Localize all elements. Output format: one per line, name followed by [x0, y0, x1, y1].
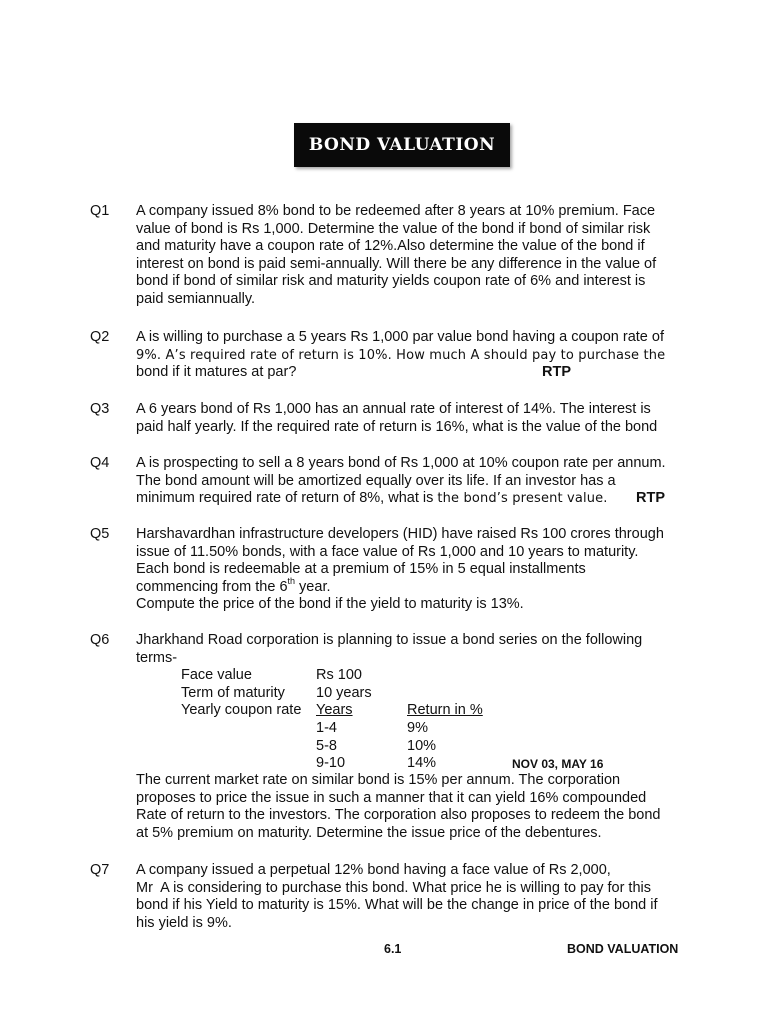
rtp-tag: RTP [542, 364, 571, 381]
term-label: Face value [181, 667, 252, 684]
table-cell-years: 5-8 [316, 737, 337, 754]
table-cell-return: 9% [407, 719, 428, 736]
page-number: 6.1 [384, 942, 402, 956]
exam-tag: NOV 03, MAY 16 [512, 757, 604, 772]
question-number: Q4 [90, 455, 110, 471]
question-number: Q7 [90, 862, 110, 878]
table-cell-return: 10% [407, 737, 437, 754]
term-label: Yearly coupon rate [181, 702, 302, 719]
question-text: A 6 years bond of Rs 1,000 has an annual rate of interest of 14%. The interest is paid half yearly. If the required rate of return is 16%, what is the value of the bond [136, 401, 658, 435]
column-header-years: Years [316, 702, 353, 719]
column-header-return: Return in % [407, 702, 483, 719]
question-number: Q6 [90, 632, 110, 648]
table-cell-years: 1-4 [316, 719, 337, 736]
question-number: Q2 [90, 329, 110, 345]
term-value: 10 years [316, 684, 372, 701]
question-number: Q5 [90, 526, 110, 542]
term-value: Rs 100 [316, 667, 362, 684]
term-label: Term of maturity [181, 684, 285, 701]
question-number: Q3 [90, 401, 110, 417]
table-cell-return: 14% [407, 755, 437, 772]
page-title: BOND VALUATION [294, 123, 510, 167]
question-text: A company issued a perpetual 12% bond having a face value of Rs 2,000, Mr A is considering to purchase this bond. What price he is willing to pay for this bond if his Yield to maturity is 15%. What will be the change in price of the bond if his yield is 9%. [136, 862, 658, 931]
question-text: Harshavardhan infrastructure developers (HID) have raised Rs 100 crores through issue of 11.50% bonds, with a face value of Rs 1,000 and 10 years to maturity. Each bond is redeemable at a premium of 15% in 5 equal installments commencing from the 6th year. Compute the price of the bond if the yield to maturity is 13%. [136, 526, 664, 613]
bond-terms-table [136, 667, 696, 772]
rtp-tag: RTP [636, 490, 665, 507]
question-text: A is willing to purchase a 5 years Rs 1,000 par value bond having a coupon rate of 9%. A’s required rate of return is 10%. How much A should pay to purchase the bond if it matures at par? RTP [136, 329, 666, 381]
footer-title: BOND VALUATION [567, 942, 679, 956]
question-text: A is prospecting to sell a 8 years bond of Rs 1,000 at 10% coupon rate per annum. The bond amount will be amortized equally over its life. If an investor has a minimum required rate of return of 8%, what is the bond’s present value. RTP [136, 455, 666, 507]
question-text: Jharkhand Road corporation is planning to issue a bond series on the following terms- Face value Rs 100 Term of maturity 10 years Yearly coupon rate Years Return in % 1-4 9% 5-8 10% 9-10 14% NOV 03, MAY 16 The current market rate on similar bond is 15% per annum. The corporation proposes to price the issue in such a manner that it can yield 16% compounded Rate of return to the investors. The corporation also proposes to redeem the bond at 5% premium on maturity. Determine the issue price of the debentures. [136, 632, 696, 843]
question-number: Q1 [90, 203, 110, 219]
question-text: A company issued 8% bond to be redeemed after 8 years at 10% premium. Face value of bond is Rs 1,000. Determine the value of the bond if bond of similar risk and maturity have a coupon rate of 12%.Also determine the value of the bond if interest on bond is paid semi-annually. Will there be any difference in the value of bond if bond of similar risk and maturity yields coupon rate of 6% and interest is paid semiannually. [136, 203, 657, 307]
table-cell-years: 9-10 [316, 755, 346, 772]
